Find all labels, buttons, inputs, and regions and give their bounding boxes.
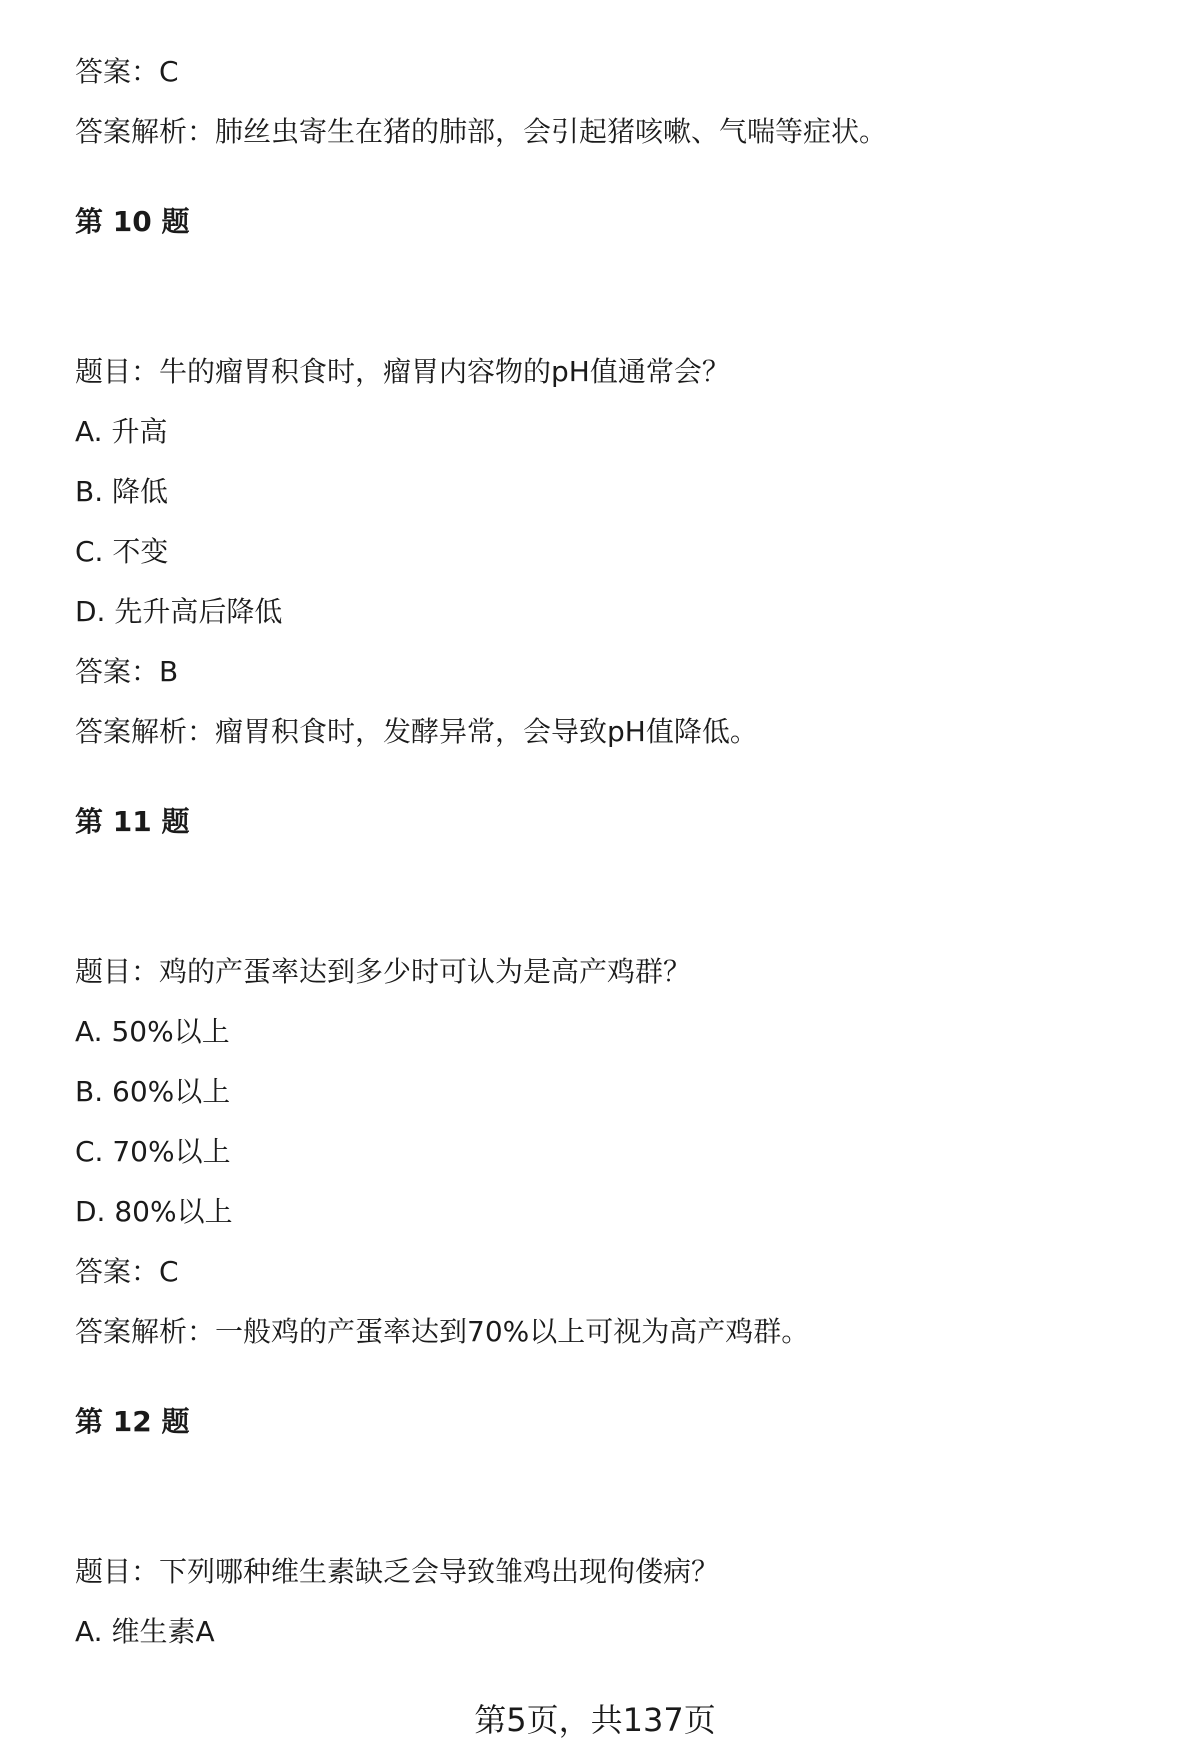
option-b-11: B. 60%以上	[75, 1075, 231, 1108]
option-a-10: A. 升高	[75, 415, 168, 448]
option-d-10: D. 先升高后降低	[75, 595, 283, 628]
option-a-11: A. 50%以上	[75, 1015, 230, 1048]
page-number: 第5页，共137页	[474, 1701, 716, 1739]
explanation-11: 答案解析：一般鸡的产蛋率达到70%以上可视为高产鸡群。	[75, 1315, 810, 1348]
question-heading-11: 第 11 题	[75, 805, 190, 838]
option-c-11: C. 70%以上	[75, 1135, 231, 1168]
question-heading-12: 第 12 题	[75, 1405, 190, 1438]
answer-q9: 答案：C	[75, 55, 179, 88]
option-b-10: B. 降低	[75, 475, 169, 508]
answer-10: 答案：B	[75, 655, 179, 688]
question-text-11: 题目：鸡的产蛋率达到多少时可认为是高产鸡群？	[75, 955, 692, 988]
question-text-12: 题目：下列哪种维生素缺乏会导致雏鸡出现佝偻病？	[75, 1555, 720, 1588]
option-a-12: A. 维生素A	[75, 1615, 215, 1648]
explanation-10: 答案解析：瘤胃积食时，发酵异常，会导致pH值降低。	[75, 715, 758, 748]
question-text-10: 题目：牛的瘤胃积食时，瘤胃内容物的pH值通常会？	[75, 355, 730, 388]
answer-11: 答案：C	[75, 1255, 179, 1288]
option-d-11: D. 80%以上	[75, 1195, 233, 1228]
question-heading-10: 第 10 题	[75, 205, 190, 238]
explanation-q9: 答案解析：肺丝虫寄生在猪的肺部，会引起猪咳嗽、气喘等症状。	[75, 115, 888, 148]
option-c-10: C. 不变	[75, 535, 169, 568]
